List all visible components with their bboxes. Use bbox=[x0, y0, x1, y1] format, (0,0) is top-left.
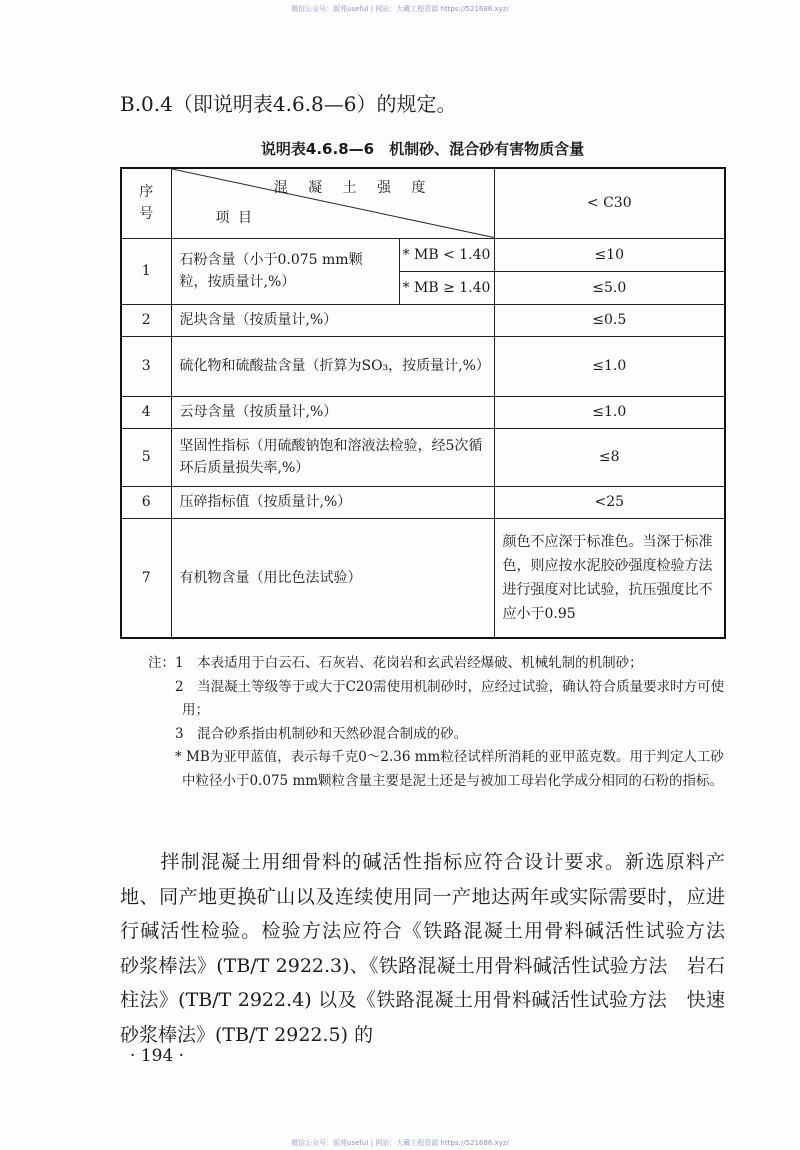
table-row: 5 坚固性指标（用硫酸钠饱和溶液法检验，经5次循环后质量损失率,%） ≤8 bbox=[121, 428, 725, 486]
table-row: 7 有机物含量（用比色法试验） 颜色不应深于标准色。当深于标准色，则应按水泥胶砂强度检验方法进行强度对比试验，抗压强度比不应小于0.95 bbox=[121, 518, 725, 638]
table-row: 1 石粉含量（小于0.075 mm颗粒，按质量计,%） * MB < 1.40 ≤10 bbox=[121, 238, 725, 271]
harmful-substance-table bbox=[120, 167, 726, 639]
page-number: · 194 · bbox=[130, 1046, 185, 1066]
header-seq: 序号 bbox=[121, 168, 171, 238]
header-value: < C30 bbox=[494, 168, 725, 238]
table-row: 6 压碎指标值（按质量计,%） <25 bbox=[121, 486, 725, 518]
table-caption: 说明表4.6.8—6 机制砂、混合砂有害物质含量 bbox=[260, 140, 585, 158]
header-strength: 混 凝 土 强 度 bbox=[273, 180, 434, 196]
table-row: * MB ≥ 1.40 ≤5.0 bbox=[121, 271, 725, 304]
header-item: 项 目 bbox=[215, 210, 254, 226]
table-row: 3 硫化物和硫酸盐含量（折算为SO₃，按质量计,%） ≤1.0 bbox=[121, 336, 725, 396]
note-mb: * MB为亚甲蓝值，表示每千克0～2.36 mm粒径试样所消耗的亚甲蓝克数。用于判定人工砂中粒径小于0.075 mm颗粒含量主要是泥土还是与被加工母岩化学成分相同的石粉的指标。 bbox=[148, 749, 724, 789]
table-row: 2 泥块含量（按质量计,%） ≤0.5 bbox=[121, 304, 725, 336]
watermark-bottom: 微信公众号：版苑useful | 网站：大藏工程资源 https://521686.xyz/ bbox=[291, 1139, 509, 1147]
note-3: 3 混合砂系指由机制砂和天然砂混合制成的砂。 bbox=[148, 725, 468, 742]
note-1: 注：1 本表适用于白云石、石灰岩、花岗岩和玄武岩经爆破、机械轧制的机制砂； bbox=[148, 655, 643, 671]
note-2: 2 当混凝土等级等于或大于C20需使用机制砂时，应经过试验，确认符合质量要求时方可使用； bbox=[148, 678, 725, 718]
intro-text: B.0.4（即说明表4.6.8—6）的规定。 bbox=[120, 92, 457, 116]
header-diagonal bbox=[171, 168, 494, 238]
table-row: 4 云母含量（按质量计,%） ≤1.0 bbox=[121, 396, 725, 428]
body-paragraph: 拌制混凝土用细骨料的碱活性指标应符合设计要求。新选原料产地、同产地更换矿山以及连续使用同一产地达两年或实际需要时，应进行碱活性检验。检验方法应符合《铁路混凝土用骨料碱活性试验方法 砂浆棒法》(TB/T 2922.3)、《铁路混凝土用骨料碱活性试验方法 岩石柱法》(TB/T 2922.4) 以及《铁路混凝土用骨料碱活性试验方法 快速砂浆棒法》(TB/T 2922.5) 的 bbox=[120, 851, 745, 1046]
watermark-top: 微信公众号：版苑useful | 网站：大藏工程资源 https://521686.xyz/ bbox=[291, 5, 509, 13]
table-notes bbox=[148, 652, 728, 793]
